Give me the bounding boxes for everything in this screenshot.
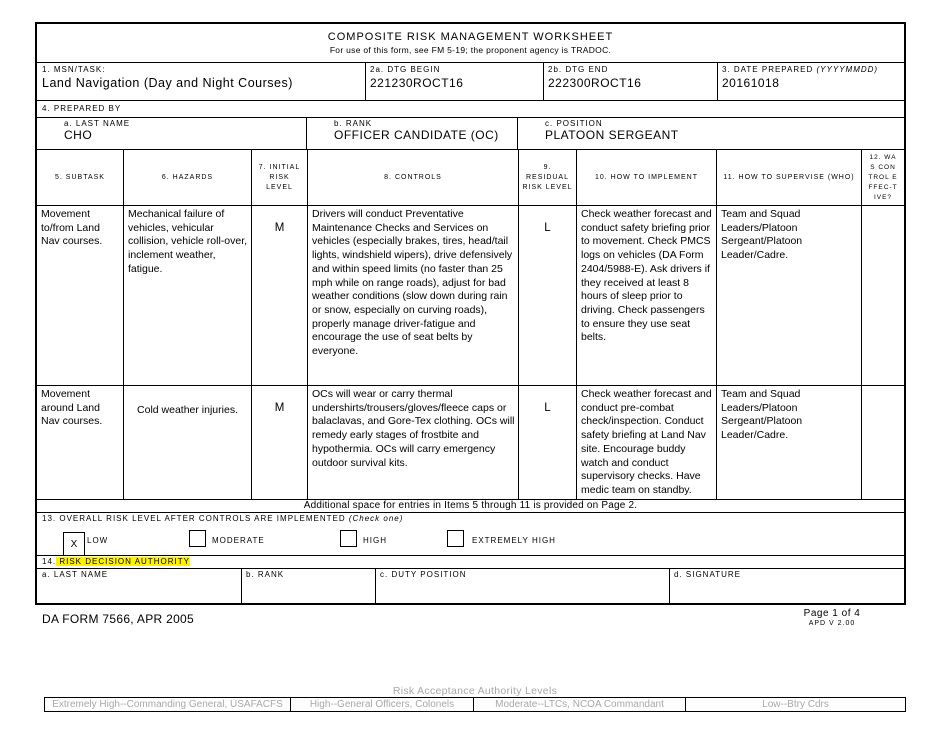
risk-low-label: LOW bbox=[87, 536, 109, 545]
rule bbox=[37, 62, 904, 63]
dtg-end-value[interactable]: 222300ROCT16 bbox=[548, 76, 642, 90]
risk-moderate-label: MODERATE bbox=[212, 536, 265, 545]
risk-high-checkbox[interactable] bbox=[340, 530, 357, 547]
rank-value[interactable]: OFFICER CANDIDATE (OC) bbox=[334, 128, 499, 142]
acceptance-title: Risk Acceptance Authority Levels bbox=[392, 685, 558, 697]
acceptance-level-extremely-high: Extremely High--Commanding General, USAFACFS bbox=[45, 698, 291, 711]
row1-hazards[interactable]: Mechanical failure of vehicles, vehicular collision, vehicle roll-over, inclement weather, fatigue. bbox=[128, 208, 248, 275]
rule bbox=[37, 512, 904, 513]
date-prepared-label bbox=[722, 65, 878, 74]
rule bbox=[37, 568, 904, 569]
risk-high-label: HIGH bbox=[363, 536, 387, 545]
rule bbox=[37, 205, 904, 206]
row2-residual-risk[interactable]: L bbox=[544, 402, 551, 414]
rank-label: b. RANK bbox=[334, 119, 373, 128]
col-header-subtask: 5. SUBTASK bbox=[55, 173, 105, 181]
check-one-hint: (Check one) bbox=[348, 514, 404, 523]
authority-last-name-field[interactable] bbox=[38, 582, 240, 602]
col-header-control-effective: 12. WAS CONTROL EFFEC-TIVE? bbox=[868, 153, 898, 201]
authority-label-highlight: RISK DECISION AUTHORITY bbox=[56, 557, 190, 566]
date-format-hint: (YYYYMMDD) bbox=[816, 65, 879, 74]
rule bbox=[37, 100, 904, 101]
authority-number: 14. bbox=[42, 557, 57, 566]
page-number: Page 1 of 4 bbox=[803, 608, 861, 619]
rule bbox=[306, 117, 307, 149]
rule bbox=[37, 555, 904, 556]
row2-subtask[interactable]: Movement around Land Nav courses. bbox=[41, 388, 103, 428]
col-header-controls: 8. CONTROLS bbox=[384, 173, 442, 181]
form-subtitle: For use of this form, see FM 5-19; the proponent agency is TRADOC. bbox=[329, 45, 612, 55]
row1-initial-risk[interactable]: M bbox=[274, 222, 285, 234]
dtg-end-label: 2b. DTG END bbox=[548, 65, 609, 74]
msn-task-label: 1. MSN/TASK: bbox=[42, 65, 106, 74]
date-prepared-label-text: 3. DATE PREPARED bbox=[722, 65, 814, 74]
col-header-initial-risk: 7. INITIAL RISK LEVEL bbox=[258, 163, 301, 191]
authority-duty-position-field[interactable] bbox=[376, 582, 668, 602]
row1-controls[interactable]: Drivers will conduct Preventative Maintenance Checks and Services on vehicles (especially brakes, tires, head/tail lights, windshield wipers), drive defensively and within speed limits (no faster than 25 mph while on range roads), adjust for bad weather conditions (slow down during rain or snow, especially on curving roads), properly manage driver-fatigue and encourage the use of seat belts by everyone. bbox=[312, 208, 513, 358]
date-prepared-value[interactable]: 20161018 bbox=[722, 76, 780, 90]
prepared-by-label: 4. PREPARED BY bbox=[42, 104, 122, 113]
authority-duty-position-label: c. DUTY POSITION bbox=[380, 570, 467, 579]
form-version: APD V 2.00 bbox=[808, 620, 856, 627]
dtg-begin-value[interactable]: 221230ROCT16 bbox=[370, 76, 464, 90]
risk-extremely-high-checkbox[interactable] bbox=[447, 530, 464, 547]
risk-low-checkbox[interactable]: X bbox=[63, 532, 85, 555]
rule bbox=[37, 385, 904, 386]
overall-risk-label bbox=[42, 514, 403, 523]
position-value[interactable]: PLATOON SERGEANT bbox=[545, 128, 679, 142]
last-name-label: a. LAST NAME bbox=[64, 119, 131, 128]
rule bbox=[517, 117, 518, 149]
form-title: COMPOSITE RISK MANAGEMENT WORKSHEET bbox=[327, 31, 614, 43]
msn-task-value[interactable]: Land Navigation (Day and Night Courses) bbox=[42, 76, 293, 90]
authority-last-name-label: a. LAST NAME bbox=[42, 570, 109, 579]
authority-rank-label: b. RANK bbox=[246, 570, 285, 579]
row2-initial-risk[interactable]: M bbox=[274, 402, 285, 414]
row1-residual-risk[interactable]: L bbox=[544, 222, 551, 234]
last-name-value[interactable]: CHO bbox=[64, 128, 93, 142]
row1-subtask[interactable]: Movement to/from Land Nav courses. bbox=[41, 208, 103, 248]
col-header-how-supervise: 11. HOW TO SUPERVISE (WHO) bbox=[723, 173, 855, 181]
col-header-how-implement: 10. HOW TO IMPLEMENT bbox=[595, 173, 698, 181]
col-header-residual-risk: 9. RESIDUAL RISK LEVEL bbox=[522, 163, 573, 191]
row1-how-supervise[interactable]: Team and Squad Leaders/Platoon Sergeant/Platoon Leader/Cadre. bbox=[721, 208, 803, 262]
rule bbox=[365, 62, 366, 100]
rule bbox=[717, 62, 718, 100]
acceptance-level-moderate: Moderate--LTCs, NCOA Commandant bbox=[474, 698, 686, 711]
acceptance-level-low: Low--Btry Cdrs bbox=[762, 699, 829, 710]
risk-worksheet-form bbox=[35, 22, 906, 605]
acceptance-level-high: High--General Officers, Colonels bbox=[291, 698, 474, 711]
row2-hazards[interactable]: Cold weather injuries. bbox=[137, 404, 238, 416]
form-id: DA FORM 7566, APR 2005 bbox=[42, 612, 195, 626]
col-header-hazards: 6. HAZARDS bbox=[161, 173, 214, 181]
authority-label bbox=[42, 557, 190, 566]
authority-signature-field[interactable] bbox=[670, 582, 902, 602]
risk-extremely-high-label: EXTREMELY HIGH bbox=[472, 536, 556, 545]
dtg-begin-label: 2a. DTG BEGIN bbox=[370, 65, 441, 74]
row2-how-implement[interactable]: Check weather forecast and conduct pre-combat check/inspection. Conduct safety briefing at Land Nav site. Encourage buddy watch and conduct supervisory checks. Have medic team on standby. bbox=[581, 388, 712, 496]
authority-rank-field[interactable] bbox=[242, 582, 374, 602]
rule bbox=[543, 62, 544, 100]
row2-controls[interactable]: OCs will wear or carry thermal undershirts/trousers/gloves/fleece caps or balaclavas, and Gore-Tex clothing. OCs will remedy early stages of frostbite and hypothermia. OCs will carry emergency outdoor survival kits. bbox=[312, 388, 515, 469]
position-label: c. POSITION bbox=[545, 119, 603, 128]
risk-moderate-checkbox[interactable] bbox=[189, 530, 206, 547]
rule bbox=[37, 117, 904, 118]
acceptance-levels-table bbox=[44, 697, 906, 712]
authority-signature-label: d. SIGNATURE bbox=[674, 570, 741, 579]
row2-control-effective[interactable] bbox=[863, 388, 903, 498]
row2-how-supervise[interactable]: Team and Squad Leaders/Platoon Sergeant/Platoon Leader/Cadre. bbox=[721, 388, 803, 442]
row1-control-effective[interactable] bbox=[863, 208, 903, 384]
additional-space-note: Additional space for entries in Items 5 through 11 is provided on Page 2. bbox=[303, 500, 638, 511]
overall-risk-label-text: 13. OVERALL RISK LEVEL AFTER CONTROLS ARE IMPLEMENTED bbox=[42, 514, 346, 523]
row1-how-implement[interactable]: Check weather forecast and conduct safety briefing prior to movement. Check PMCS logs on vehicles (DA Form 2404/5988-E). Ask drivers if they received at least 8 hours of sleep prior to driving. Check passengers to ensure they use seat belts. bbox=[581, 208, 712, 344]
